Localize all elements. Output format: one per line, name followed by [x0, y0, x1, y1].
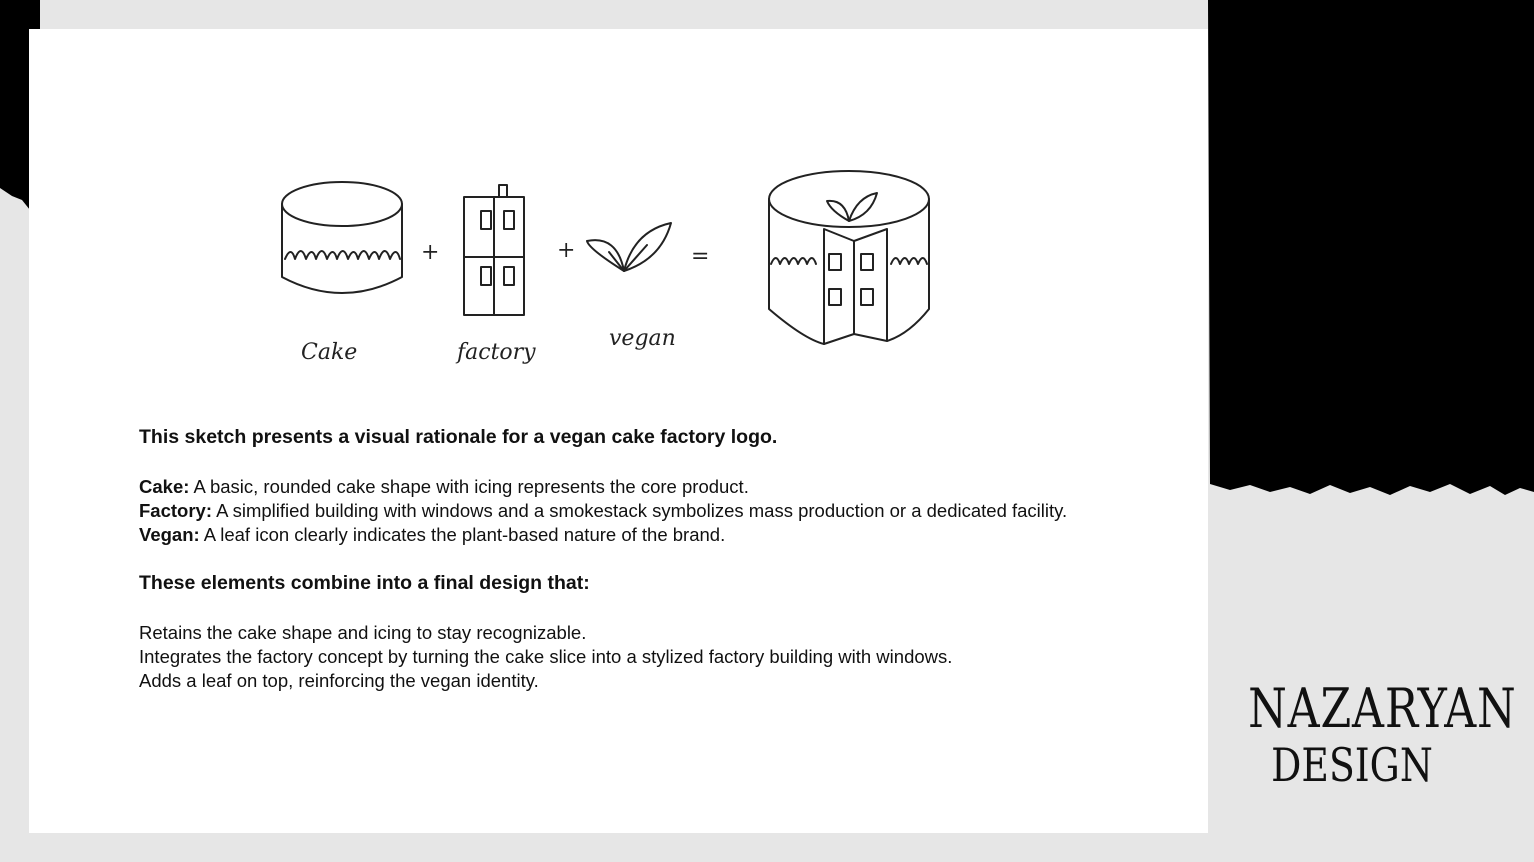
- brand-line-1: NAZARYAN: [1248, 677, 1517, 740]
- label-cake: Cake: [301, 340, 358, 365]
- item-vegan: Vegan: A leaf icon clearly indicates the plant-based nature of the brand.: [139, 524, 726, 545]
- cake-sketch-icon: [282, 182, 402, 293]
- rationale-text: [139, 425, 1199, 693]
- label-vegan: vegan: [609, 326, 676, 351]
- factory-sketch-icon: [464, 185, 524, 315]
- brand-line-2: DESIGN: [1271, 738, 1433, 792]
- logo-sketch: [259, 149, 959, 399]
- rationale-heading: This sketch presents a visual rationale for a vegan cake factory logo.: [139, 426, 778, 448]
- item-factory: Factory: A simplified building with windows and a smokestack symbolizes mass production or a dedicated facility.: [139, 500, 1068, 521]
- label-factory: factory: [457, 340, 536, 365]
- equals-operator: =: [691, 244, 710, 269]
- combine-heading: These elements combine into a final design that:: [139, 572, 590, 594]
- plus-operator: +: [421, 240, 440, 265]
- item-cake: Cake: A basic, rounded cake shape with icing represents the core product.: [139, 476, 749, 497]
- brand-logo: [1222, 677, 1517, 792]
- point-2: Integrates the factory concept by turning the cake slice into a stylized factory building with windows.: [139, 646, 953, 667]
- point-1: Retains the cake shape and icing to stay recognizable.: [139, 622, 587, 643]
- plus-operator: +: [557, 238, 576, 263]
- content-card: [29, 29, 1208, 833]
- leaf-sketch-icon: [587, 223, 671, 271]
- final-logo-sketch-icon: [769, 171, 929, 344]
- point-3: Adds a leaf on top, reinforcing the vegan identity.: [139, 670, 539, 691]
